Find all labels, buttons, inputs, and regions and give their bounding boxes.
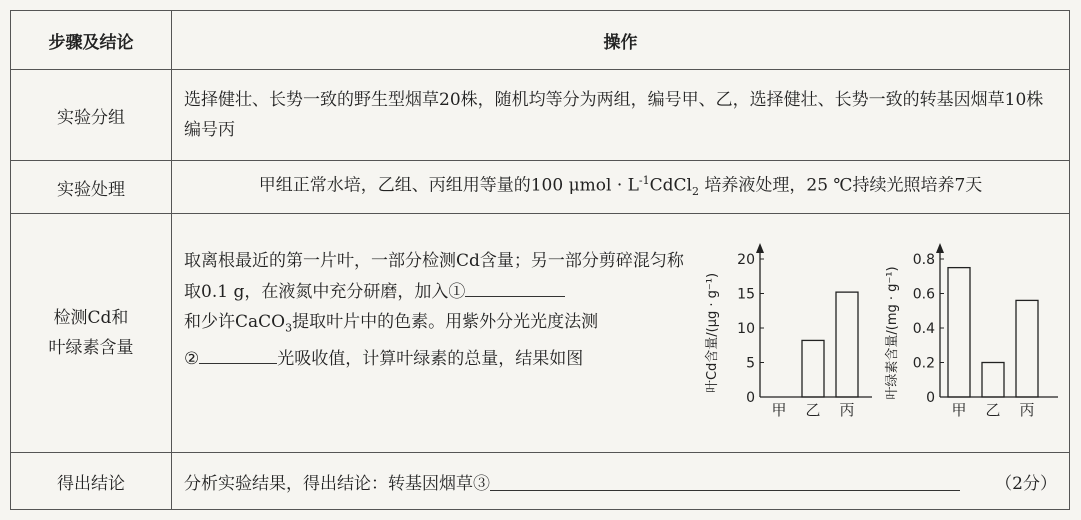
x-category-label: 丙 <box>1019 401 1035 419</box>
answer-blank-3[interactable] <box>490 472 960 491</box>
y-axis-arrow <box>936 243 944 253</box>
answer-blank-2[interactable] <box>199 343 277 364</box>
x-category-label: 乙 <box>985 401 1001 419</box>
y-tick-label: 0.8 <box>912 252 935 268</box>
row-conclusion <box>11 453 1070 510</box>
detection-paragraph <box>184 246 700 374</box>
detect-para2a: 和少许CaCO <box>184 312 286 332</box>
y-tick-label: 0 <box>746 390 755 406</box>
bar-丙 <box>1016 300 1038 397</box>
y-tick-label: 0.2 <box>912 355 935 372</box>
row-detection <box>11 214 1070 453</box>
experiment-table <box>10 10 1070 510</box>
y-tick-label: 0.6 <box>912 286 935 303</box>
detect-para2-sub: 3 <box>285 321 293 335</box>
y-axis-arrow <box>756 243 764 253</box>
treat-text-a: 甲组正常水培，乙组、丙组用等量的100 μmol · L <box>258 176 639 197</box>
bar-乙 <box>802 340 824 397</box>
cell-detection <box>172 214 1070 453</box>
treat-sup: -1 <box>638 174 650 188</box>
x-category-label: 甲 <box>771 401 787 419</box>
bar-甲 <box>948 268 970 397</box>
text-grouping: 选择健壮、长势一致的野生型烟草20株，随机均等分为两组，编号甲、乙，选择健壮、长势一致的转基因烟草10株编号丙 <box>172 70 1070 161</box>
label-detection <box>11 214 172 453</box>
table-header-row <box>11 11 1070 70</box>
y-tick-label: 5 <box>746 355 755 372</box>
x-category-label: 乙 <box>805 401 821 419</box>
x-category-label: 甲 <box>951 401 967 419</box>
label-conclusion: 得出结论 <box>11 453 172 510</box>
y-axis-label: 叶Cd含量/(μg · g⁻¹) <box>705 272 720 394</box>
label-grouping: 实验分组 <box>11 70 172 161</box>
y-tick-label: 0 <box>926 390 935 406</box>
y-tick-label: 0.4 <box>912 321 935 337</box>
label-treatment: 实验处理 <box>11 161 172 214</box>
conclusion-text: 分析实验结果，得出结论：转基因烟草③ <box>184 473 490 494</box>
cell-conclusion <box>172 453 1070 510</box>
y-tick-label: 20 <box>737 252 755 268</box>
y-axis-label: 叶绿素含量/(mg · g⁻¹) <box>885 266 900 400</box>
bar-乙 <box>982 363 1004 398</box>
treat-sub: 2 <box>691 185 699 199</box>
x-category-label: 丙 <box>839 401 855 419</box>
answer-blank-1[interactable] <box>465 276 565 297</box>
detect-para3b: 光吸收值，计算叶绿素的总量，结果如图 <box>277 349 584 370</box>
text-treatment <box>172 161 1070 214</box>
label-detection-line1: 检测Cd和 <box>53 308 129 328</box>
score-label: （2分） <box>995 473 1057 494</box>
header-steps: 步骤及结论 <box>11 11 172 70</box>
treat-text-c: 培养液处理，25 ℃持续光照培养7天 <box>698 176 983 197</box>
header-operation: 操作 <box>172 11 1070 70</box>
detect-para2b: 提取叶片中的色素。用紫外分光光度法测 <box>292 312 599 332</box>
bar-丙 <box>836 292 858 397</box>
cd-content-chart <box>702 232 872 422</box>
detect-para3a: ② <box>184 349 200 370</box>
detect-para1: 取离根最近的第一片叶，一部分检测Cd含量；另一部分剪碎混匀称取0.1 g，在液氮中充分研磨，加入① <box>184 251 684 302</box>
label-detection-line2: 叶绿素含量 <box>48 338 134 358</box>
row-grouping <box>11 70 1070 161</box>
y-tick-label: 15 <box>737 286 755 303</box>
chlorophyll-content-chart <box>882 232 1062 422</box>
row-treatment <box>11 161 1070 214</box>
y-tick-label: 10 <box>737 321 755 337</box>
treat-text-b: CdCl <box>649 176 692 197</box>
